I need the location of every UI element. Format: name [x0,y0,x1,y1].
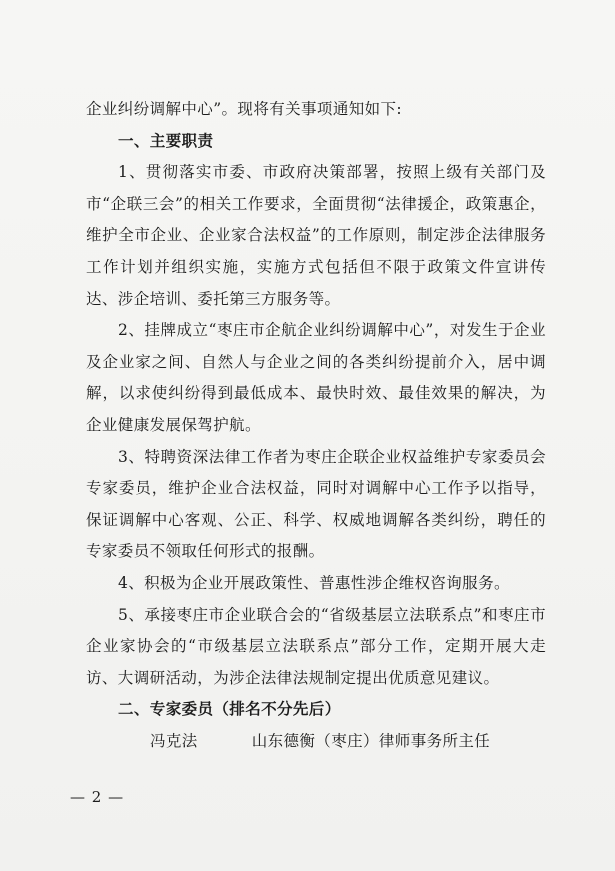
section1-item-5: 5、承接枣庄市企业联合会的“省级基层立法联系点”和枣庄市企业家协会的“市级基层立法联系点”部分工作，定期开展大走访、大调研活动，为涉企法律法规制定提出优质意见建议。 [86,605,546,687]
section2-heading: 二、专家委员（排名不分先后） [118,700,341,719]
section1-item-1: 1、贯彻落实市委、市政府决策部署，按照上级有关部门及市“企联三会”的相关工作要求，全面贯彻“法律援企，政策惠企，维护全市企业、企业家合法权益”的工作原则，制定涉企法律服务工作计划并组织实施，实施方式包括但不限于政策文件宣讲传达、涉企培训、委托第三方服务等。 [86,163,546,308]
document-body [86,94,546,757]
member-entry [86,726,546,758]
section1-item-3: 3、特聘资深法律工作者为枣庄企联企业权益维护专家委员会专家委员，维护企业合法权益，同时对调解中心工作予以指导，保证调解中心客观、公正、科学、权威地调解各类纠纷，聘任的专家委员不领取任何形式的报酬。 [86,447,546,561]
section1-item-4: 4、积极为企业开展政策性、普惠性涉企维权咨询服务。 [118,573,510,592]
member-name: 冯克法 [150,731,198,750]
section1-heading: 一、主要职责 [118,131,214,150]
section1-item-2: 2、挂牌成立“枣庄市企航企业纠纷调解中心”，对发生于企业及企业家之间、自然人与企业之间的各类纠纷提前介入，居中调解，以求使纠纷得到最低成本、最快时效、最佳效果的解决，为企业健康发展保驾护航。 [86,321,546,434]
intro-tail: 企业纠纷调解中心”。现将有关事项通知如下: [86,100,403,118]
page-number: — 2 — [70,788,125,806]
member-title: 山东德衡（枣庄）律师事务所主任 [251,731,491,750]
